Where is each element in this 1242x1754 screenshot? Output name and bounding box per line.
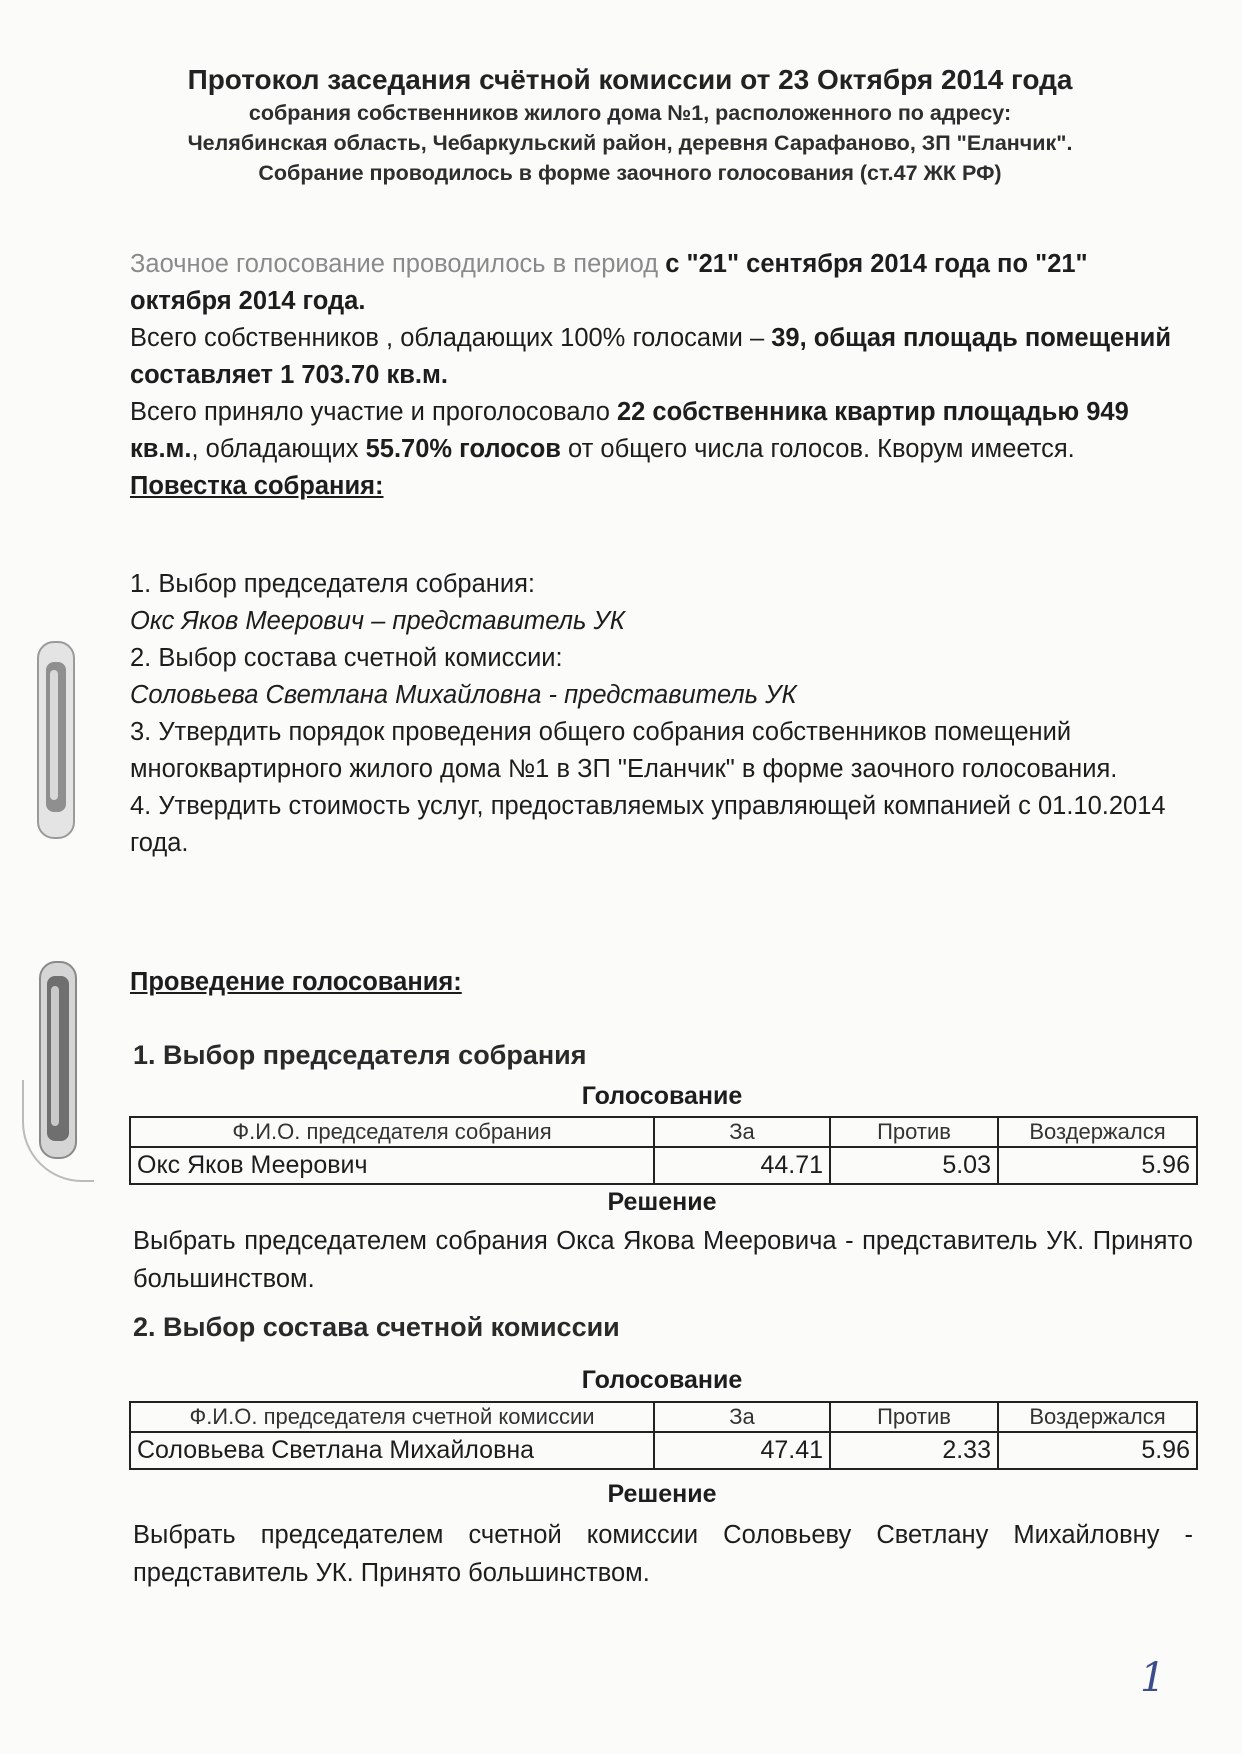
- cell-abstain: 5.96: [998, 1432, 1197, 1469]
- binder-clip-top-icon: [34, 640, 78, 840]
- intro-p3-percent: 55.70% голосов: [365, 435, 561, 463]
- document-title: Протокол заседания счётной комиссии от 23 Октября 2014 года: [187, 64, 1073, 95]
- section-1-title: 1. Выбор председателя собрания: [133, 1040, 587, 1070]
- intro-p1-text: Заочное голосование проводилось в период: [130, 250, 666, 278]
- section-1-decision-label: Решение: [607, 1188, 717, 1216]
- agenda-item-3b: многоквартирного жилого дома №1 в ЗП "Еланчик" в форме заочного голосования.: [130, 755, 1118, 783]
- header-line-2: собрания собственников жилого дома №1, расположенного по адресу:: [248, 101, 1012, 125]
- cell-against: 2.33: [830, 1432, 998, 1469]
- header-line-3: Челябинская область, Чебаркульский район, деревня Сарафаново, ЗП "Еланчик".: [187, 131, 1073, 155]
- cell-for: 47.41: [654, 1432, 830, 1469]
- col-for-header: За: [654, 1402, 830, 1432]
- voting-heading: Проведение голосования:: [130, 968, 462, 996]
- document-header: [100, 62, 1160, 188]
- col-name-header: Ф.И.О. председателя собрания: [130, 1117, 654, 1147]
- cell-name: Окс Яков Меерович: [130, 1147, 654, 1184]
- table-row: [130, 1432, 1197, 1469]
- agenda-heading: Повестка собрания:: [130, 472, 384, 500]
- table-row: [130, 1147, 1197, 1184]
- agenda-item-1: 1. Выбор председателя собрания:: [130, 570, 536, 598]
- intro-p3-connector: , обладающих: [191, 435, 366, 463]
- section-2-decision: [133, 1516, 1193, 1592]
- section-1-decision: [133, 1222, 1193, 1298]
- intro-paragraph-2: [130, 320, 1190, 394]
- intro-p3-text: Всего приняло участие и проголосовало: [130, 398, 617, 426]
- cell-name: Соловьева Светлана Михайловна: [130, 1432, 654, 1469]
- agenda-item-2-person: Соловьева Светлана Михайловна - представитель УК: [130, 681, 797, 709]
- col-abstain-header: Воздержался: [998, 1117, 1197, 1147]
- intro-p3-quorum: от общего числа голосов. Кворум имеется.: [560, 435, 1075, 463]
- table-header-row: [130, 1402, 1197, 1432]
- agenda-item-4: 4. Утвердить стоимость услуг, предоставляемых управляющей компанией с 01.10.2014 года.: [130, 792, 1166, 857]
- intro-p2-total: 39, общая площадь помещений составляет 1 703.70 кв.м.: [130, 324, 1171, 389]
- agenda-item-2: 2. Выбор состава счетной комиссии:: [130, 644, 563, 672]
- col-against-header: Против: [830, 1117, 998, 1147]
- section-2-vote-table: [129, 1401, 1198, 1470]
- col-abstain-header: Воздержался: [998, 1402, 1197, 1432]
- section-2-vote-label: Голосование: [581, 1366, 743, 1394]
- page-number: 1: [1140, 1655, 1166, 1701]
- section-2-title: 2. Выбор состава счетной комиссии: [133, 1312, 620, 1342]
- intro-p2-text: Всего собственников , обладающих 100% голосами –: [130, 324, 772, 352]
- intro-paragraph-1: [130, 246, 1190, 320]
- section-2-decision-label: Решение: [607, 1480, 717, 1508]
- intro-paragraph-3: [130, 394, 1190, 468]
- intro-p3-participants: 22 собственника квартир площадью 949 кв.м.: [130, 398, 1129, 463]
- agenda-item-3a: 3. Утвердить порядок проведения общего собрания собственников помещений: [130, 718, 1072, 746]
- section-2-decision-text: Выбрать председателем счетной комиссии Соловьеву Светлану Михайловну - представитель УК. Принято большинством.: [133, 1521, 1193, 1587]
- table-header-row: [130, 1117, 1197, 1147]
- col-for-header: За: [654, 1117, 830, 1147]
- intro-p1-period: с "21" сентября 2014 года по "21" октября 2014 года.: [130, 250, 1088, 315]
- section-1-vote-table: [129, 1116, 1198, 1185]
- punch-hole-outline: [22, 1080, 94, 1182]
- col-name-header: Ф.И.О. председателя счетной комиссии: [130, 1402, 654, 1432]
- cell-against: 5.03: [830, 1147, 998, 1184]
- cell-for: 44.71: [654, 1147, 830, 1184]
- header-line-4: Собрание проводилось в форме заочного голосования (ст.47 ЖК РФ): [258, 161, 1002, 185]
- agenda-list: [130, 566, 1190, 862]
- col-against-header: Против: [830, 1402, 998, 1432]
- section-1-decision-text: Выбрать председателем собрания Окса Якова Мееровича - представитель УК. Принято большинством.: [133, 1227, 1193, 1293]
- agenda-item-1-person: Окс Яков Меерович – представитель УК: [130, 607, 625, 635]
- intro-block: [130, 246, 1190, 505]
- cell-abstain: 5.96: [998, 1147, 1197, 1184]
- voting-heading-wrap: [130, 964, 1190, 1001]
- section-1-vote-label: Голосование: [581, 1082, 743, 1110]
